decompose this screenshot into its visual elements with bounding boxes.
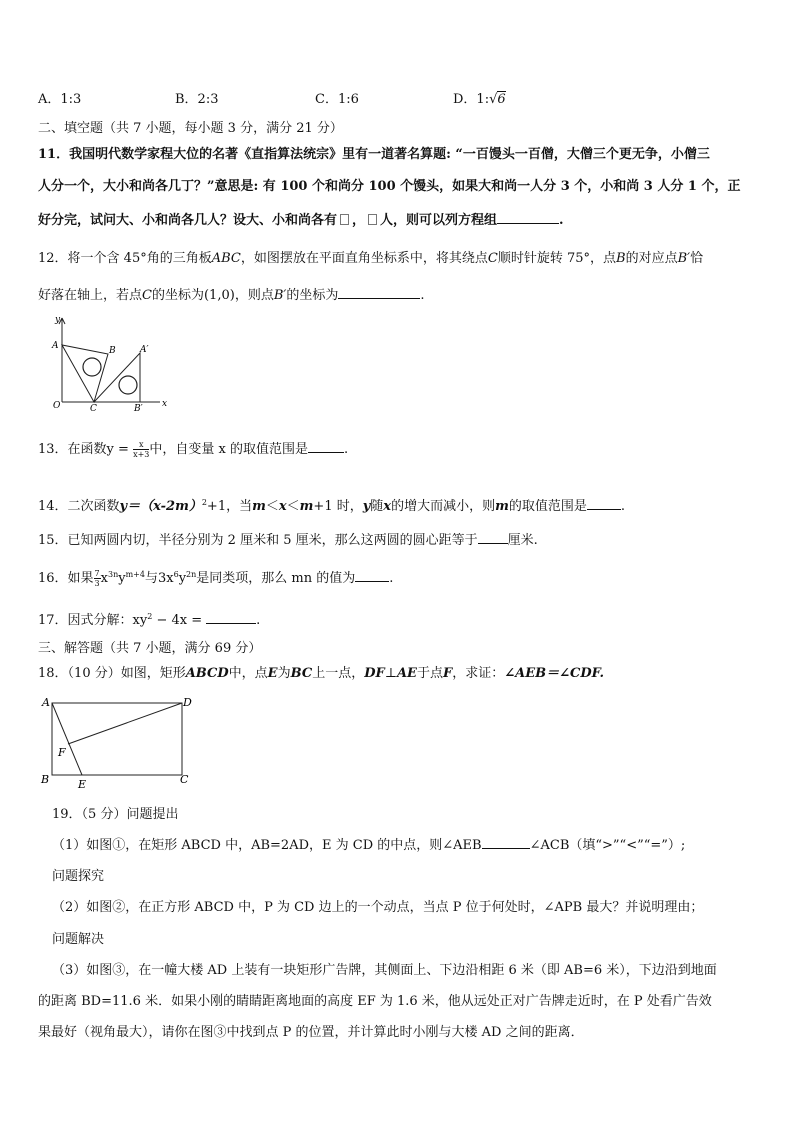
q12-coordinate: (1,0)	[203, 288, 235, 303]
q18-figure	[38, 692, 198, 792]
q11-line3: 好分完，试问大、小和尚各几人？设大、小和尚各有 ， 人，则可以列方程组 .	[38, 213, 564, 228]
placeholder-box-icon	[368, 214, 377, 225]
q16-numerator: 7	[94, 569, 100, 578]
q14-text: ＜	[265, 499, 279, 514]
q12-text: 顺时针旋转 75°，点	[497, 251, 617, 266]
label-b-prime: B′	[134, 404, 143, 412]
q14-text: 随	[370, 499, 384, 514]
q19-heading-explore: 问题探究	[52, 869, 105, 884]
q11-line3-part-b: 人，则可以列方程组	[380, 213, 498, 228]
placeholder-box-icon	[340, 214, 349, 225]
label-x: x	[162, 399, 168, 409]
option-d-radicand: 6	[497, 92, 506, 107]
q14-var: x	[383, 499, 392, 514]
q14-answer-blank[interactable]	[587, 497, 621, 510]
q19-part1-text: （1）如图①，在矩形 ABCD 中，AB=2AD，E 为 CD 的中点，则∠AEB	[52, 838, 482, 853]
q13-answer-blank[interactable]	[308, 440, 344, 453]
q16-answer-blank[interactable]	[355, 569, 389, 582]
option-d-prefix: D．1:	[453, 92, 490, 107]
q14-var: m	[252, 499, 266, 514]
q16	[38, 566, 764, 588]
q16-term: y	[118, 571, 126, 586]
q18-text: 中，点	[228, 666, 268, 681]
label-b: B	[109, 346, 116, 356]
q15-text: 15．已知两圆内切，半径分别为 2 厘米和 5 厘米，那么这两圆的圆心距等于	[38, 533, 478, 548]
label-c: C	[180, 773, 189, 786]
q14-var: y	[362, 499, 371, 514]
q14-text: 的增大而减小，则	[391, 499, 496, 514]
q18-claim: ∠AEB＝∠CDF.	[504, 666, 605, 681]
q14-text: +1 时，	[313, 499, 363, 514]
q11-line2: 人分一个，大小和尚各几丁？”意思是: 有 100 个和尚分 100 个馒头，如果大和尚一人分 3 个，小和尚 3 人分 1 个，正	[38, 179, 741, 194]
q14-period: .	[620, 499, 625, 514]
q11-period: .	[559, 213, 564, 228]
q13-period: .	[343, 442, 349, 457]
q11-answer-blank[interactable]	[497, 211, 559, 224]
option-a: A．1:3	[38, 92, 82, 107]
q16-exponent: m+4	[125, 570, 145, 579]
q18-text: 为	[277, 666, 291, 681]
q14-var: x	[278, 499, 287, 514]
q18-text: 上一点，	[312, 666, 365, 681]
q12-text: B′	[273, 288, 287, 303]
q12-text: ABC	[211, 251, 241, 266]
q18-text: 18．（10 分）如图，矩形	[38, 666, 186, 681]
q18-var: ABCD	[185, 666, 229, 681]
q17-exponent: 2	[147, 612, 153, 621]
label-a-prime: A′	[140, 345, 149, 355]
q16-text: 与3x	[144, 571, 174, 586]
q12-text: B′	[677, 251, 691, 266]
label-y: y	[55, 315, 61, 325]
option-b: B．2:3	[175, 92, 219, 107]
q18-text: 于点	[416, 666, 443, 681]
q16-exponent: 6	[173, 570, 179, 579]
q16-term: x	[100, 571, 108, 586]
q17-expression: xy	[132, 613, 148, 628]
section-2-title: 二、填空题（共 7 小题，每小题 3 分，满分 21 分）	[38, 121, 343, 136]
q13-fraction	[133, 440, 149, 459]
q16-fraction	[94, 569, 101, 588]
rectangle-abcd	[52, 703, 182, 775]
q12-text: 恰	[690, 251, 704, 266]
q12-text: ，如图摆放在平面直角坐标系中，将其绕点	[240, 251, 488, 266]
q18-text: ，求证：	[452, 666, 505, 681]
q16-term: y	[178, 571, 187, 586]
q19-part1-text: ∠ACB（填“>”“<”“=”）;	[529, 838, 686, 853]
label-e: E	[78, 778, 87, 791]
segment-df	[68, 703, 182, 744]
q18-var: E	[267, 666, 278, 681]
q18-var: BC	[290, 666, 313, 681]
q17-text: 17．因式分解：	[38, 613, 133, 628]
q12-period: .	[420, 288, 425, 303]
q14-text: 的取值范围是	[508, 499, 587, 514]
q15-answer-blank[interactable]	[478, 531, 508, 544]
q13-numerator: x	[133, 440, 149, 450]
sqrt-symbol: √	[489, 92, 498, 107]
q19-part2: （2）如图②，在正方形 ABCD 中，P 为 CD 边上的一个动点，当点 P 位于何处时，∠APB 最大？并说明理由；	[52, 900, 704, 915]
q19-title: 19．（5 分）问题提出	[52, 807, 179, 822]
q17-expression: − 4x =	[152, 613, 203, 628]
q12-text: 的坐标为	[286, 288, 339, 303]
q12-line1	[38, 250, 764, 268]
label-d: D	[183, 696, 192, 709]
q17-period: .	[256, 613, 261, 628]
q15	[38, 531, 764, 550]
q12-text: 好落在轴上，若点	[38, 288, 143, 303]
q18-var: F	[442, 666, 453, 681]
label-a: A	[52, 341, 59, 351]
q16-denominator: 3	[94, 579, 100, 588]
q12-text: 的坐标为	[151, 288, 204, 303]
q12-line2	[38, 286, 764, 305]
q17	[38, 608, 764, 630]
q19-heading-solve: 问题解决	[52, 932, 105, 947]
q14-text: 14．二次函数	[38, 499, 120, 514]
q16-text: 是同类项，那么 mn 的值为	[196, 571, 356, 586]
q18-var: DF	[364, 666, 385, 681]
q14	[38, 494, 764, 516]
q14-var: m	[495, 499, 509, 514]
q13-text: 中，自变量 x 的取值范围是	[149, 442, 308, 457]
q16-period: .	[389, 571, 394, 586]
q19-part1	[52, 834, 685, 853]
q12-text: 12．将一个含 45°角的三角板	[38, 251, 212, 266]
q12-text: C	[142, 288, 152, 303]
circle-in-triangle	[83, 358, 101, 376]
q14-exponent: 2	[201, 498, 207, 507]
label-f: F	[58, 746, 66, 759]
q18	[38, 665, 764, 683]
q19-part3-line3: 果最好（视角最大），请你在图③中找到点 P 的位置，并计算此时小刚与大楼 AD 之间的距离．	[38, 1025, 584, 1040]
segment-ae	[52, 703, 82, 775]
q12-text: B	[616, 251, 626, 266]
q16-text: 16．如果	[38, 571, 94, 586]
q18-var: AE	[396, 666, 417, 681]
option-c: C．1:6	[315, 92, 359, 107]
q19-part3-line1: （3）如图③，在一幢大楼 AD 上装有一块矩形广告牌，其侧面上、下边沿相距 6 米（即 AB=6 米），下边沿到地面	[52, 963, 717, 978]
q12-text: ，则点	[234, 288, 274, 303]
section-3-title: 三、解答题（共 7 小题，满分 69 分）	[38, 641, 262, 656]
q17-answer-blank[interactable]	[206, 611, 256, 624]
q19-part3-line2: 的距离 BD=11.6 米．如果小刚的睛睛距离地面的高度 EF 为 1.6 米，他从远处正对广告牌走近时，在 P 处看广告效	[38, 994, 712, 1009]
label-c: C	[90, 404, 97, 412]
q15-text: 厘米.	[507, 533, 538, 548]
q12-text: 的对应点	[625, 251, 678, 266]
q18-text: ⊥	[384, 666, 397, 681]
q14-text: +1，当	[206, 499, 253, 514]
q13-text: 13．在函数y =	[38, 442, 129, 457]
q14-var: m	[299, 499, 314, 514]
option-d	[453, 88, 506, 107]
label-o: O	[53, 401, 61, 411]
q13-denominator: x+3	[133, 450, 150, 459]
q16-exponent: 3n	[107, 570, 119, 579]
label-a: A	[42, 696, 50, 709]
circle-in-rotated-triangle	[119, 376, 137, 394]
q12-figure	[48, 312, 173, 412]
q13	[38, 440, 764, 459]
q16-exponent: 2n	[186, 570, 197, 579]
q19-answer-blank[interactable]	[482, 836, 530, 849]
q11-line1: 11．我国明代数学家程大位的名著《直指算法统宗》里有一道著名算题: “一百馒头一百僧，大僧三个更无争，小僧三	[38, 147, 710, 162]
q14-text: ＜	[286, 499, 300, 514]
q14-function: y＝（x-2m）	[119, 499, 202, 514]
q12-answer-blank[interactable]	[338, 286, 420, 299]
q11-line3-part-a: 好分完，试问大、小和尚各几人？设大、小和尚各有	[38, 213, 338, 228]
q12-text: C	[487, 251, 498, 266]
label-b: B	[41, 773, 50, 786]
